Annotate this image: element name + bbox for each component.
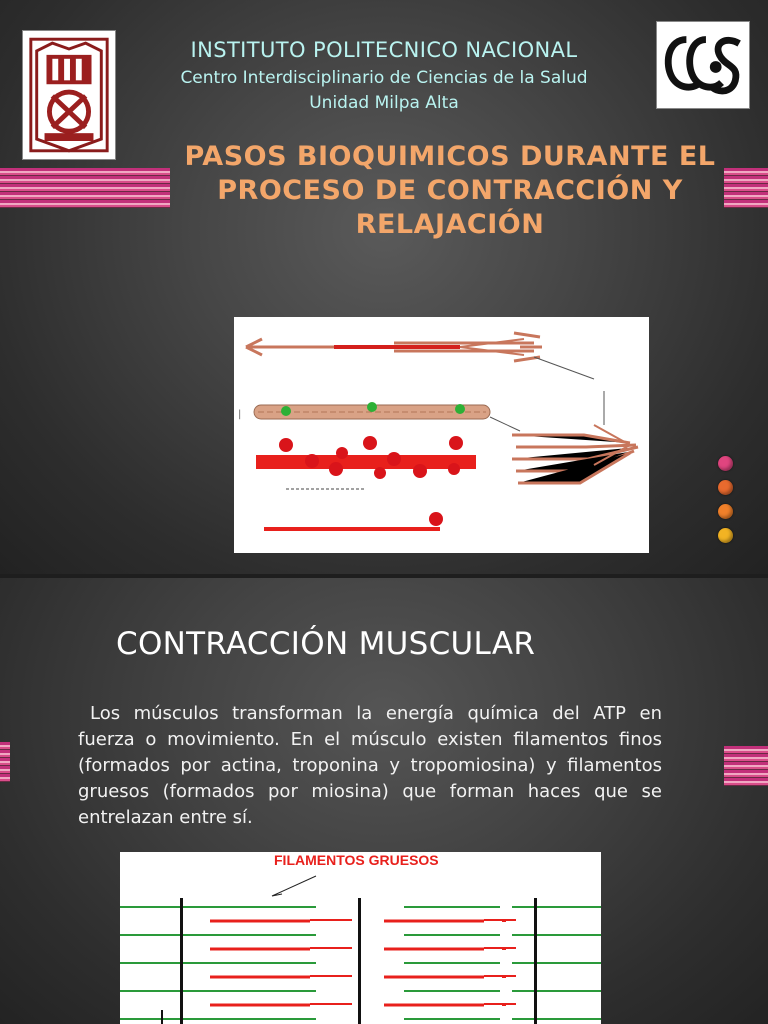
slide-nav-dots xyxy=(718,456,733,552)
title-line-1: PASOS BIOQUIMICOS DURANTE EL xyxy=(184,141,716,172)
slide-2 xyxy=(0,578,768,1024)
filaments-figure-label: FILAMENTOS GRUESOS xyxy=(274,852,439,868)
sarcomere-assembly-figure xyxy=(234,317,649,553)
filaments-figure xyxy=(120,852,601,1024)
nav-dot-2[interactable] xyxy=(718,480,733,495)
nav-dot-3[interactable] xyxy=(718,504,733,519)
decorative-stripes-right-2 xyxy=(724,746,768,786)
sarcomere-assembly-diagram xyxy=(234,317,649,553)
slide-2-body: Los músculos transforman la energía química del ATP en fuerza o movimiento. En el músculo existen filamentos finos (formados por actina, troponina y tropomiosina) y filamentos gruesos (formados por miosina) que forman haces que se entrelazan entre sí. xyxy=(78,703,662,828)
decorative-stripes-left xyxy=(0,168,170,208)
decorative-stripes-left-2 xyxy=(0,742,10,782)
center-name: Centro Interdisciplinario de Ciencias de la Salud xyxy=(180,68,588,88)
cics-logo xyxy=(656,21,750,109)
slide-1-title xyxy=(175,140,725,242)
thick-thin-filaments-diagram xyxy=(120,852,601,1024)
institution-name: INSTITUTO POLITECNICO NACIONAL xyxy=(190,38,578,62)
svg-text:|: | xyxy=(238,409,242,420)
title-line-2: PROCESO DE CONTRACCIÓN Y xyxy=(217,175,683,206)
decorative-stripes-right xyxy=(724,168,768,208)
unit-name: Unidad Milpa Alta xyxy=(309,93,459,113)
nav-dot-1[interactable] xyxy=(718,456,733,471)
nav-dot-4[interactable] xyxy=(718,528,733,543)
ipn-logo xyxy=(22,30,116,160)
slide-2-title: CONTRACCIÓN MUSCULAR xyxy=(116,626,536,662)
title-line-3: RELAJACIÓN xyxy=(355,209,545,240)
